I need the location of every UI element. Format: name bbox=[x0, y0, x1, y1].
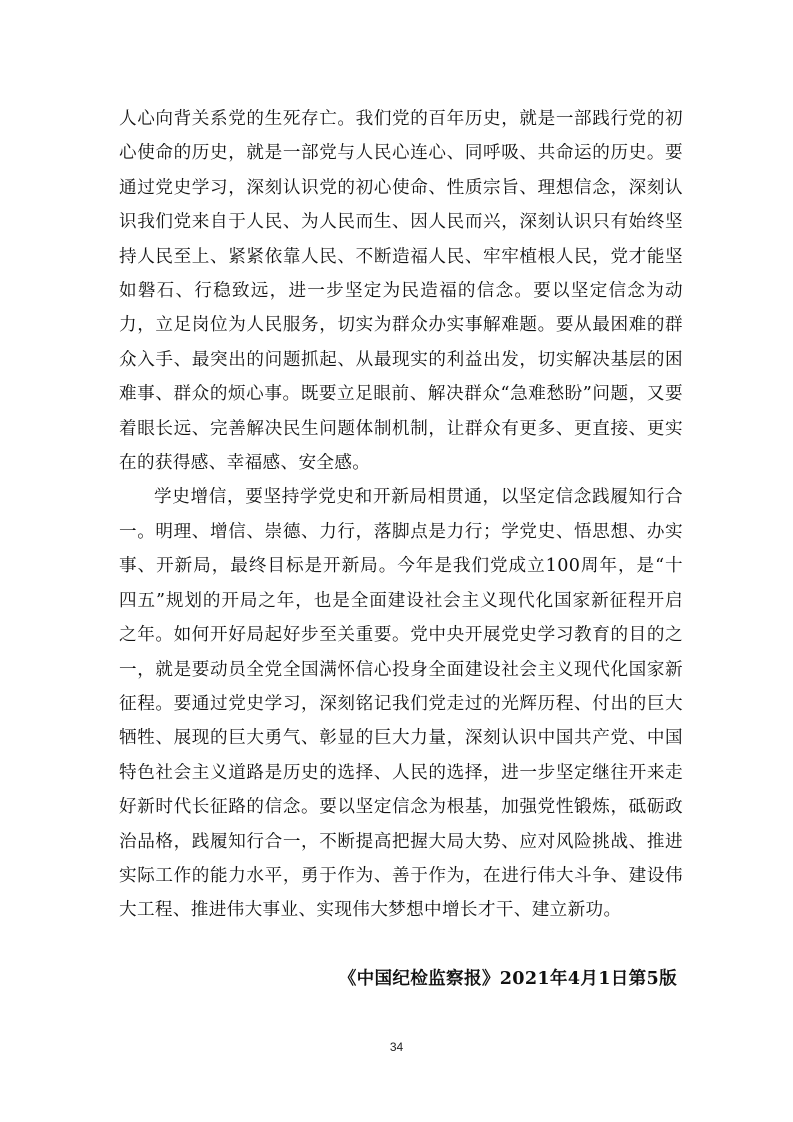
paragraph-xue-shi-zeng-xin: 学史增信，要坚持学党史和开新局相贯通，以坚定信念践履知行合一。明理、增信、崇德、力行，落脚点是力行；学党史、悟思想、办实事、开新局，最终目标是开新局。今年是我们党成立100周年，是“十四五”规划的开局之年，也是全面建设社会主义现代化国家新征程开启之年。如何开好局起好步至关重要。党中央开展党史学习教育的目的之一，就是要动员全党全国满怀信心投身全面建设社会主义现代化国家新征程。要通过党史学习，深刻铭记我们党走过的光辉历程、付出的巨大牺牲、展现的巨大勇气、彰显的巨大力量，深刻认识中国共产党、中国特色社会主义道路是历史的选择、人民的选择，进一步坚定继往开来走好新时代长征路的信念。要以坚定信念为根基，加强党性锻炼，砥砺政治品格，践履知行合一，不断提高把握大局大势、应对风险挑战、推进实际工作的能力水平，勇于作为、善于作为，在进行伟大斗争、建设伟大工程、推进伟大事业、实现伟大梦想中增长才干、建立新功。 bbox=[119, 487, 683, 921]
source-citation: 《中国纪检监察报》2021年4月1日第5版 bbox=[338, 968, 677, 989]
page-number: 34 bbox=[389, 1040, 404, 1054]
paragraph-continued: 人心向背关系党的生死存亡。我们党的百年历史，就是一部践行党的初心使命的历史，就是一部党与人民心连心、同呼吸、共命运的历史。要通过党史学习，深刻认识党的初心使命、性质宗旨、理想信念，深刻认识我们党来自于人民、为人民而生、因人民而兴，深刻认识只有始终坚持人民至上、紧紧依靠人民、不断造福人民、牢牢植根人民，党才能坚如磐石、行稳致远，进一步坚定为民造福的信念。要以坚定信念为动力，立足岗位为人民服务，切实为群众办实事解难题。要从最困难的群众入手、最突出的问题抓起、从最现实的利益出发，切实解决基层的困难事、群众的烦心事。既要立足眼前、解决群众“急难愁盼”问题，又要着眼长远、完善解决民生问题体制机制，让群众有更多、更直接、更实在的获得感、幸福感、安全感。 bbox=[119, 109, 683, 474]
article-body bbox=[119, 102, 683, 928]
